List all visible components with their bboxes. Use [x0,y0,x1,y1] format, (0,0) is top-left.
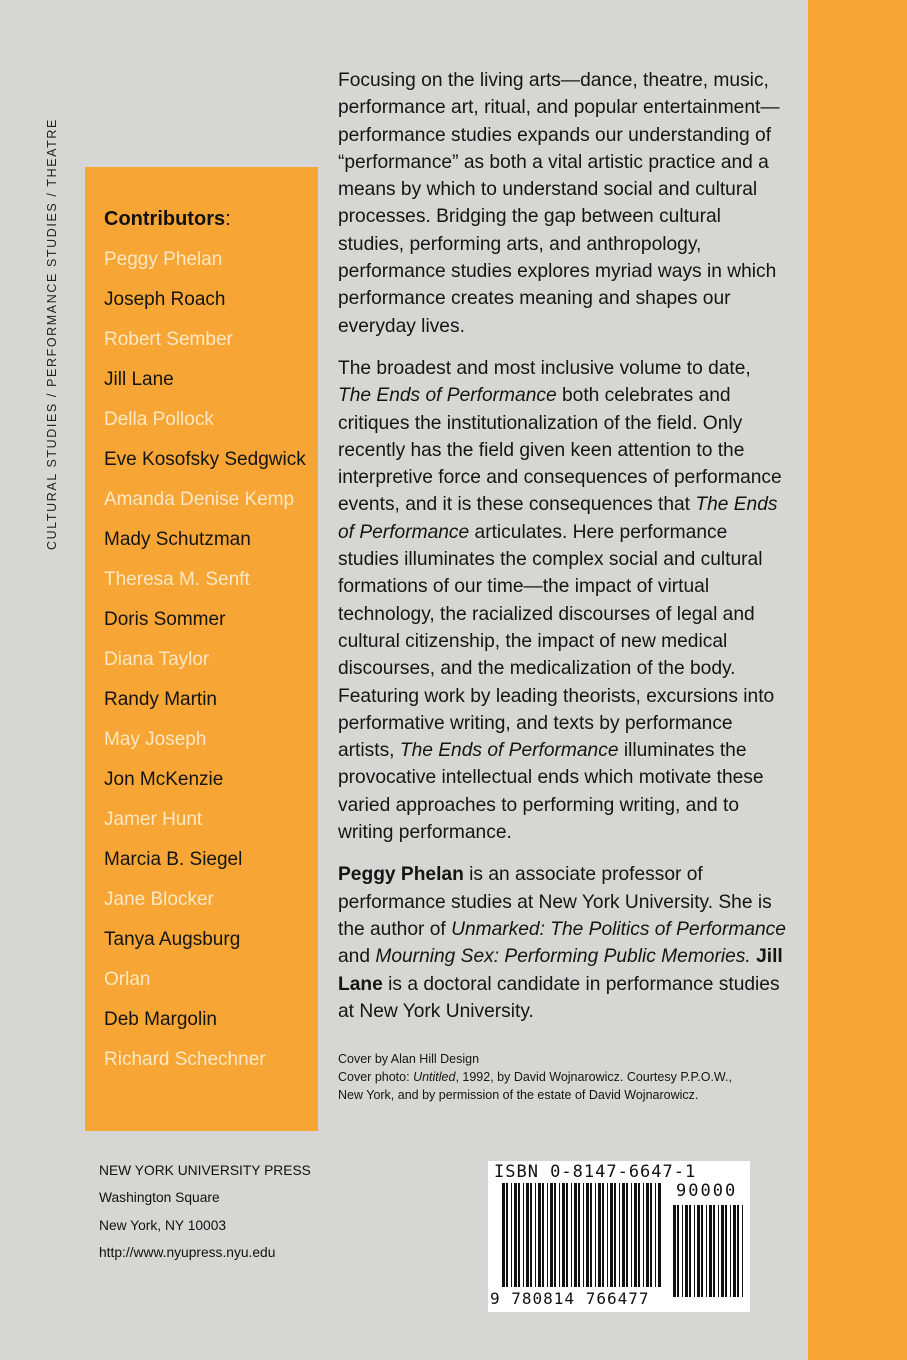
book-description [338,67,788,1040]
contributor-name: Marcia B. Siegel [104,849,243,870]
barcode-bar [706,1205,707,1297]
barcode-bar [526,1183,529,1287]
barcode-bar [562,1183,565,1287]
barcode-bar [506,1183,508,1287]
contributor-name: Robert Sember [104,329,233,350]
contributor-name: Jon McKenzie [104,769,224,790]
barcode-bar [733,1205,736,1297]
editor-name-2: Jill Lane [338,946,783,995]
barcode-bar [694,1205,695,1297]
barcode-bar [538,1183,541,1287]
contributor-name: May Joseph [104,729,207,750]
contributors-list [104,247,306,1087]
contributor-name: Joseph Roach [104,289,226,310]
barcode-bar [713,1205,715,1297]
barcode-bar [626,1183,628,1287]
barcode-bar [571,1183,572,1287]
barcode-bar [697,1205,700,1297]
description-paragraph-2: The broadest and most inclusive volume to date, The Ends of Performance both celebrates and critiques the institutionalization of the field. Only recently has the field given keen attention to the interpretive force and consequences of performance events, and it is these consequences that The Ends of Performance articulates. Here performance studies illuminates the complex social and cultural formations of our time—the impact of virtual technology, the racialized discourses of legal and cultural citizenship, the impact of new medical discourses, and the medicalization of the body. Featuring work by leading theorists, excursions into performative writing, and texts by performance artists, The Ends of Performance illuminates the provocative intellectual ends which motivate these varied approaches to performing writing, and to writing performance. [338,357,782,844]
barcode-bar [721,1205,724,1297]
barcode-bar [725,1205,727,1297]
contributors-heading: Contributors: [104,208,231,230]
barcode-bar [650,1183,652,1287]
barcode-bar [643,1183,644,1287]
description-paragraph-1: Focusing on the living arts—dance, theatre, music, performance art, ritual, and popular entertainment—performance studies expands our understanding of “performance” as both a vital artistic practice and a means by which to understand social and cultural processes. Bridging the gap between cultural studies, performing arts, and anthropology, performance studies explores myriad ways in which performance creates meaning and shapes our everyday lives. [338,70,780,337]
contributor-name: Tanya Augsburg [104,929,241,950]
barcode-bar [682,1205,683,1297]
barcode-bar [590,1183,592,1287]
cover-design-credit: Cover by Alan Hill Design [338,1052,480,1066]
cover-credits [338,1050,798,1104]
barcode-bar [518,1183,520,1287]
contributor-name: Randy Martin [104,689,217,710]
barcode-bar [655,1183,656,1287]
cover-photo-credit: Cover photo: Untitled, 1992, by David Wojnarowicz. Courtesy P.P.O.W., [338,1070,732,1084]
contributors-panel [85,167,318,1131]
barcode-bar [511,1183,512,1287]
barcode-bar [658,1183,661,1287]
barcode-bar [730,1205,731,1297]
addon-barcode-bars [673,1205,745,1297]
barcode-bar [614,1183,616,1287]
barcode-bar [514,1183,517,1287]
barcode-bar [718,1205,719,1297]
barcode-bar [634,1183,637,1287]
publisher-address-1: Washington Square [99,1190,220,1206]
barcode-bar [554,1183,556,1287]
barcode-bar [638,1183,640,1287]
barcode-bar [550,1183,553,1287]
ean-barcode-bars [502,1183,662,1287]
contributor-name: Orlan [104,969,151,990]
barcode-bar [547,1183,548,1287]
barcode-bar [559,1183,560,1287]
price-addon-number: 90000 [676,1181,738,1201]
barcode-bar [530,1183,532,1287]
contributor-name: Diana Taylor [104,649,210,670]
cover-photo-credit-line2: New York, and by permission of the estate of David Wojnarowicz. [338,1088,699,1102]
barcode-bar [737,1205,739,1297]
contributor-name: Della Pollock [104,409,214,430]
barcode-bar [586,1183,589,1287]
barcode-bar [583,1183,584,1287]
book-title: The Ends of Performance [338,385,557,407]
ean-number: 9 780814 766477 [490,1289,650,1308]
barcode-bar [689,1205,691,1297]
barcode-bar [646,1183,649,1287]
contributor-name: Deb Margolin [104,1009,217,1030]
contributor-name: Jill Lane [104,369,174,390]
publisher-info [99,1157,311,1266]
contributor-name: Jane Blocker [104,889,214,910]
editor-bio: Peggy Phelan is an associate professor of performance studies at New York University. She is the author of Unmarked: The Politics of Performance and Mourning Sex: Performing Public Memories. Jill Lane is a doctoral candidate in performance studies at New York University. [338,864,786,1022]
contributor-name: Amanda Denise Kemp [104,489,295,510]
isbn-number: ISBN 0-8147-6647-1 [494,1162,697,1182]
barcode-bar [566,1183,568,1287]
barcode-bar [607,1183,608,1287]
contributor-name: Theresa M. Senft [104,569,250,590]
barcode-bar [542,1183,544,1287]
publisher-url: http://www.nyupress.nyu.edu [99,1244,276,1260]
contributor-name: Peggy Phelan [104,249,223,270]
isbn-barcode [488,1161,750,1312]
contributor-name: Jamer Hunt [104,809,203,830]
contributor-name: Richard Schechner [104,1049,266,1070]
barcode-bar [578,1183,580,1287]
barcode-bar [622,1183,625,1287]
barcode-bar [595,1183,596,1287]
barcode-bar [742,1205,743,1297]
barcode-bar [598,1183,601,1287]
barcode-bar [523,1183,524,1287]
barcode-bar [535,1183,536,1287]
barcode-bar [673,1205,676,1297]
spine-category-text: CULTURAL STUDIES / PERFORMANCE STUDIES / THEATRE [45,118,59,550]
barcode-bar [602,1183,604,1287]
orange-edge-stripe [808,0,907,1360]
barcode-bar [677,1205,679,1297]
contributor-name: Doris Sommer [104,609,226,630]
barcode-bar [709,1205,712,1297]
barcode-bar [701,1205,703,1297]
barcode-bar [619,1183,620,1287]
barcode-bar [502,1183,505,1287]
publisher-address-2: New York, NY 10003 [99,1217,227,1233]
barcode-bar [685,1205,688,1297]
barcode-bar [610,1183,613,1287]
barcode-bar [631,1183,632,1287]
editor-name-1: Peggy Phelan [338,864,464,886]
publisher-name: NEW YORK UNIVERSITY PRESS [99,1163,311,1178]
contributor-name: Mady Schutzman [104,529,251,550]
contributor-name: Eve Kosofsky Sedgwick [104,449,306,470]
barcode-bar [574,1183,577,1287]
